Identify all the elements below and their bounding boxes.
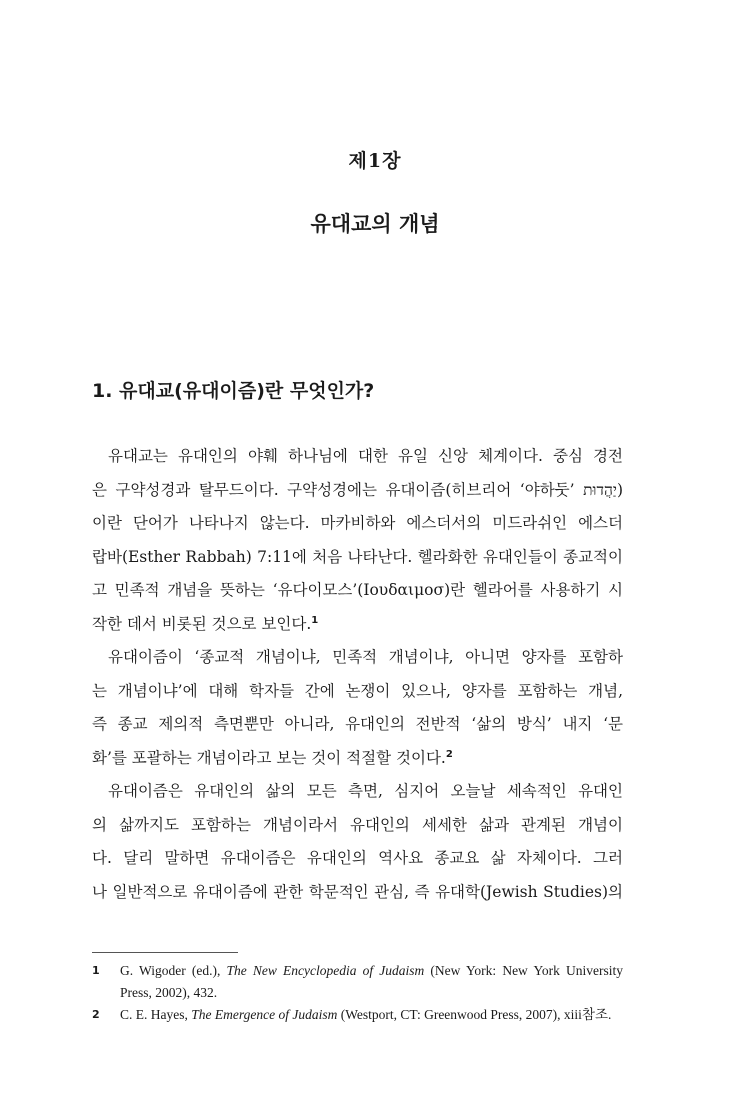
- footnote-title: The New Encyclopedia of Judaism: [226, 963, 425, 978]
- footnote-ref-1[interactable]: 1: [311, 614, 319, 626]
- section-heading: 1. 유대교(유대이즘)란 무엇인가?: [92, 380, 375, 402]
- footnote-number: 1: [92, 964, 100, 977]
- text-line: 유대이즘은 유대인의 삶의 모든 측면, 심지어 오늘날 세속적인 유대인: [108, 782, 623, 800]
- footnote-publication: (New York: New York University: [424, 963, 623, 978]
- text-line: 은 구약성경과 탈무드이다. 구약성경에는 유대이즘(히브리어 ‘야하둣’ יַהֲדוּת): [92, 480, 623, 499]
- text-line: 유대이즘이 ‘종교적 개념이냐, 민족적 개념이냐, 아니면 양자를 포함하: [108, 648, 623, 666]
- footnote-line: Press, 2002), 432.: [120, 985, 218, 1000]
- text-line: [92, 608, 623, 642]
- paragraph-1: [92, 440, 623, 641]
- text-line-content: 화’를 포괄하는 개념이라고 보는 것이 적절할 것이다.: [92, 748, 446, 767]
- text-line: [92, 742, 623, 776]
- footnote-number: 2: [92, 1008, 100, 1021]
- footnote-1: [92, 960, 623, 1004]
- text-line: 고 민족적 개념을 뜻하는 ‘유다이모스’(Ιουδαιμοσ)란 헬라어를 사용하기 시: [92, 581, 623, 599]
- footnote-author: G. Wigoder (ed.),: [120, 963, 227, 978]
- paragraph-2: [92, 641, 623, 775]
- footnote-line: [120, 960, 623, 982]
- footnote-2: [92, 1004, 623, 1026]
- footnotes: [92, 960, 623, 1026]
- text-line: 다. 달리 말하면 유대이즘은 유대인의 역사요 종교요 삶 자체이다. 그러: [92, 849, 623, 867]
- text-line: 는 개념이냐’에 대해 학자들 간에 논쟁이 있으나, 양자를 포함하는 개념,: [92, 681, 623, 700]
- body-text: [92, 440, 623, 909]
- chapter-title: 유대교의 개념: [310, 212, 440, 236]
- footnote-author: C. E. Hayes,: [120, 1007, 192, 1022]
- chapter-number: 제1장: [348, 150, 402, 172]
- text-line: 유대교는 유대인의 야훼 하나님에 대한 유일 신앙 체계이다. 중심 경전: [108, 447, 623, 465]
- text-line: 이란 단어가 나타나지 않는다. 마카비하와 에스더서의 미드라쉬인 에스더: [92, 514, 623, 532]
- footnote-divider: [92, 952, 238, 953]
- footnote-title: The Emergence of Judaism: [191, 1007, 338, 1022]
- text-line: 의 삶까지도 포함하는 개념이라서 유대인의 세세한 삶과 관계된 개념이: [92, 815, 623, 834]
- text-line: 즉 종교 제의적 측면뿐만 아니라, 유대인의 전반적 ‘삶의 방식’ 내지 ‘문: [92, 715, 623, 733]
- text-line-content: 작한 데서 비롯된 것으로 보인다.: [92, 614, 312, 633]
- text-line: 랍바(Esther Rabbah) 7:11에 처음 나타난다. 헬라화한 유대인들이 종교적이: [92, 547, 623, 566]
- footnote-ref-2[interactable]: 2: [445, 748, 453, 760]
- text-line: 나 일반적으로 유대이즘에 관한 학문적인 관심, 즉 유대학(Jewish Studies)의: [92, 882, 623, 901]
- footnote-line: [120, 1004, 623, 1026]
- paragraph-3: [92, 775, 623, 909]
- footnote-publication: (Westport, CT: Greenwood Press, 2007), xiii참조.: [337, 1007, 612, 1022]
